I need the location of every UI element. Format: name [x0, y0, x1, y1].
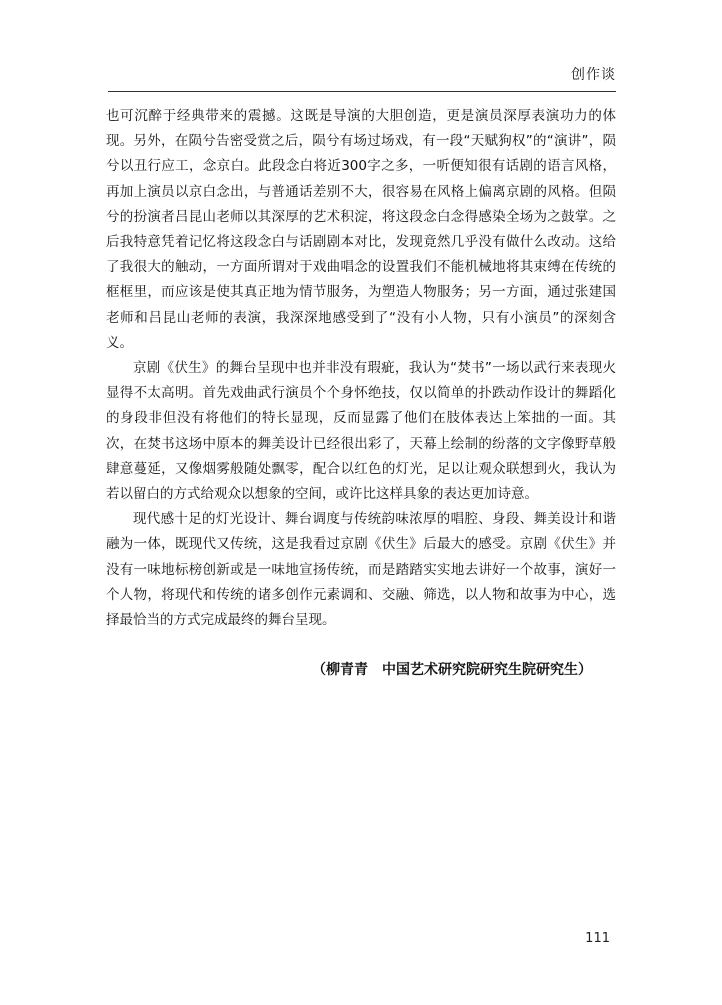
byline-close-paren: ）	[578, 662, 592, 678]
paragraph-continuation: 也可沉醉于经典带来的震撼。这既是导演的大胆创造，更是演员深厚表演功力的体现。另外，在陨兮告密受赏之后，陨兮有场过场戏，有一段“天赋狗权”的“演讲”，陨兮以丑行应工，念京白。此段念白将近300字之多，一听便知很有话剧的语言风格，再加上演员以京白念出，与普通话差别不大，很容易在风格上偏离京剧的风格。但陨兮的扮演者吕昆山老师以其深厚的艺术积淀，将这段念白念得感染全场为之鼓掌。之后我特意凭着记忆将这段念白与话剧剧本对比，发现竟然几乎没有做什么改动。这给了我很大的触动，一方面所谓对于戏曲唱念的设置我们不能机械地将其束缚在传统的框框里，而应该是使其真正地为情节服务，为塑造人物服务；另一方面，通过张建国老师和吕昆山老师的表演，我深深地感受到了“没有小人物，只有小演员”的深刻含义。	[106, 108, 616, 351]
author-byline	[312, 659, 592, 679]
page-number: 111	[585, 931, 610, 946]
paragraph-flaws: 京剧《伏生》的舞台呈现中也并非没有瑕疵，我认为“焚书”一场以武行来表现火显得不太高明。首先戏曲武行演员个个身怀绝技，仅以简单的扑跌动作设计的舞蹈化的身段非但没有将他们的特长显现，反而显露了他们在肢体表达上笨拙的一面。其次，在焚书这场中原本的舞美设计已经很出彩了，天幕上绘制的纷落的文字像野草般肆意蔓延，又像烟雾般随处飘零，配合以红色的灯光，足以让观众联想到火，我认为若以留白的方式给观众以想象的空间，或许比这样具象的表达更加诗意。	[106, 360, 616, 503]
article-body	[106, 104, 616, 633]
paragraph-conclusion: 现代感十足的灯光设计、舞台调度与传统韵味浓厚的唱腔、身段、舞美设计和谐融为一体，既现代又传统，这是我看过京剧《伏生》后最大的感受。京剧《伏生》并没有一味地标榜创新或是一味地宣扬传统，而是踏踏实实地去讲好一个故事，演好一个人物，将现代和传统的诸多创作元素调和、交融、筛选，以人物和故事为中心，选择最恰当的方式完成最终的舞台呈现。	[106, 511, 616, 629]
byline-author: 柳青青	[326, 662, 368, 678]
header-divider	[108, 91, 616, 92]
byline-affiliation: 中国艺术研究院研究生院研究生	[382, 662, 578, 678]
byline-open-paren: （	[312, 662, 326, 678]
section-header-label: 创作谈	[571, 67, 616, 83]
